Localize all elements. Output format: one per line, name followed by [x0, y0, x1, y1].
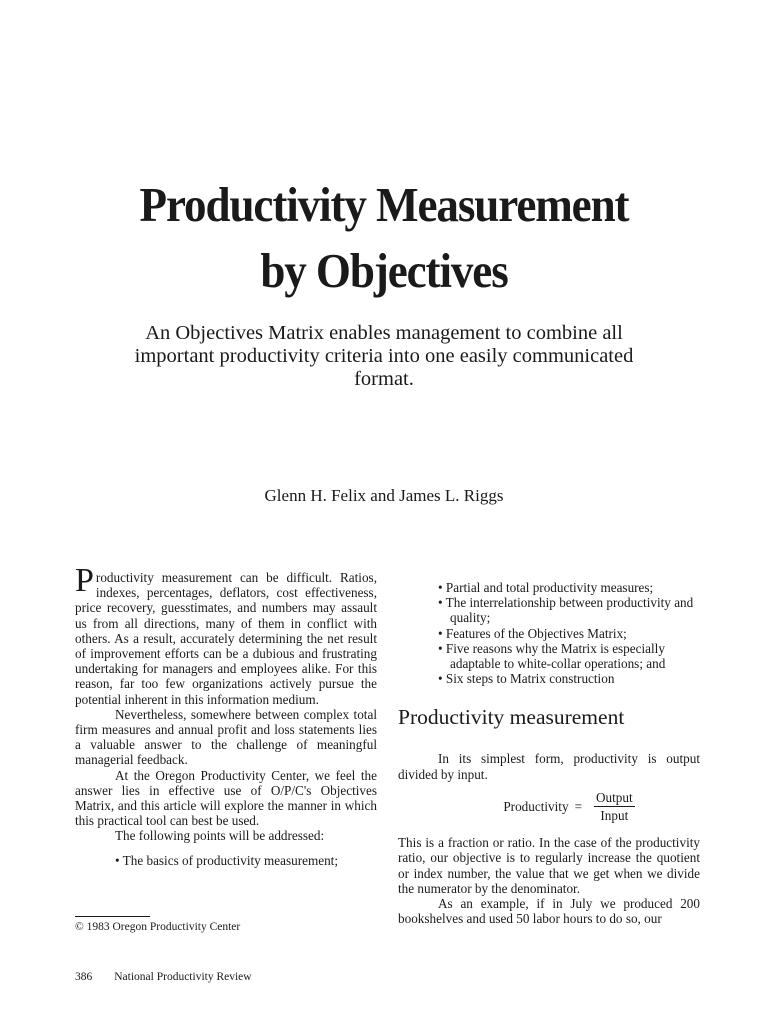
article-title-line-2: by Objectives — [260, 243, 508, 298]
list-item: • The interrelationship between productivity and quality; — [438, 595, 694, 626]
intro-paragraph — [75, 562, 377, 707]
journal-name: National Productivity Review — [114, 971, 252, 983]
left-column — [75, 562, 377, 868]
body-paragraph: The following points will be addressed: — [115, 828, 325, 844]
right-column — [398, 580, 700, 926]
list-item: • Five reasons why the Matrix is especially adaptable to white-collar operations; and — [438, 640, 666, 672]
list-item: • Partial and total productivity measures; — [438, 580, 654, 595]
formula-denominator: Input — [600, 808, 629, 824]
body-paragraph: In its simplest form, productivity is output divided by input. — [398, 751, 700, 782]
body-paragraph: Nevertheless, somewhere between complex total firm measures and annual profit and loss statements lies a valuable answer to the challenge of meaningful managerial feedback. — [75, 706, 377, 768]
formula-lhs: Productivity — [503, 798, 569, 814]
formula-equals: = — [574, 798, 582, 814]
page-footer — [75, 971, 252, 983]
body-paragraph: At the Oregon Productivity Center, we feel the answer lies in effective use of O/P/C's Objectives Matrix, and this article will explore the manner in which this practical tool can best be used. — [75, 767, 377, 829]
author-byline: Glenn H. Felix and James L. Riggs — [264, 486, 504, 505]
section-heading: Productivity measurement — [398, 705, 625, 730]
body-paragraph: This is a fraction or ratio. In the case of the productivity ratio, our objective is to regularly increase the quotient or index number, the value that we get when we divide the numerator by the denominator. — [398, 835, 700, 896]
formula-fraction — [594, 790, 635, 823]
article-subtitle: An Objectives Matrix enables management to combine all important productivity criteria into one easily communicated format. — [134, 322, 634, 390]
body-paragraph: As an example, if in July we produced 200 bookshelves and used 50 labor hours to do so, our — [398, 896, 700, 927]
list-item: • Features of the Objectives Matrix; — [438, 625, 627, 641]
footnote-rule — [75, 916, 150, 917]
drop-cap: P — [75, 562, 94, 599]
formula-numerator: Output — [594, 790, 635, 807]
intro-paragraph-text: roductivity measurement can be difficult. Ratios, indexes, percentages, deflators, cost effectiveness, price recovery, guesstimates, and numbers may assault us from all directions, many of them in conflict with others. As a result, accurately determining the net result of improvement efforts can be a dubious and frustrating undertaking for managers and employees alike. For this reason, far too few organizations actively pursue the potential inherent in this information medium. — [75, 570, 377, 707]
article-title-line-1: Productivity Measurement — [139, 177, 629, 232]
list-item: • The basics of productivity measurement; — [115, 852, 339, 868]
list-item: • Six steps to Matrix construction — [438, 671, 615, 687]
copyright-footnote: © 1983 Oregon Productivity Center — [75, 921, 241, 933]
page-number: 386 — [75, 971, 93, 983]
productivity-formula — [398, 790, 700, 823]
